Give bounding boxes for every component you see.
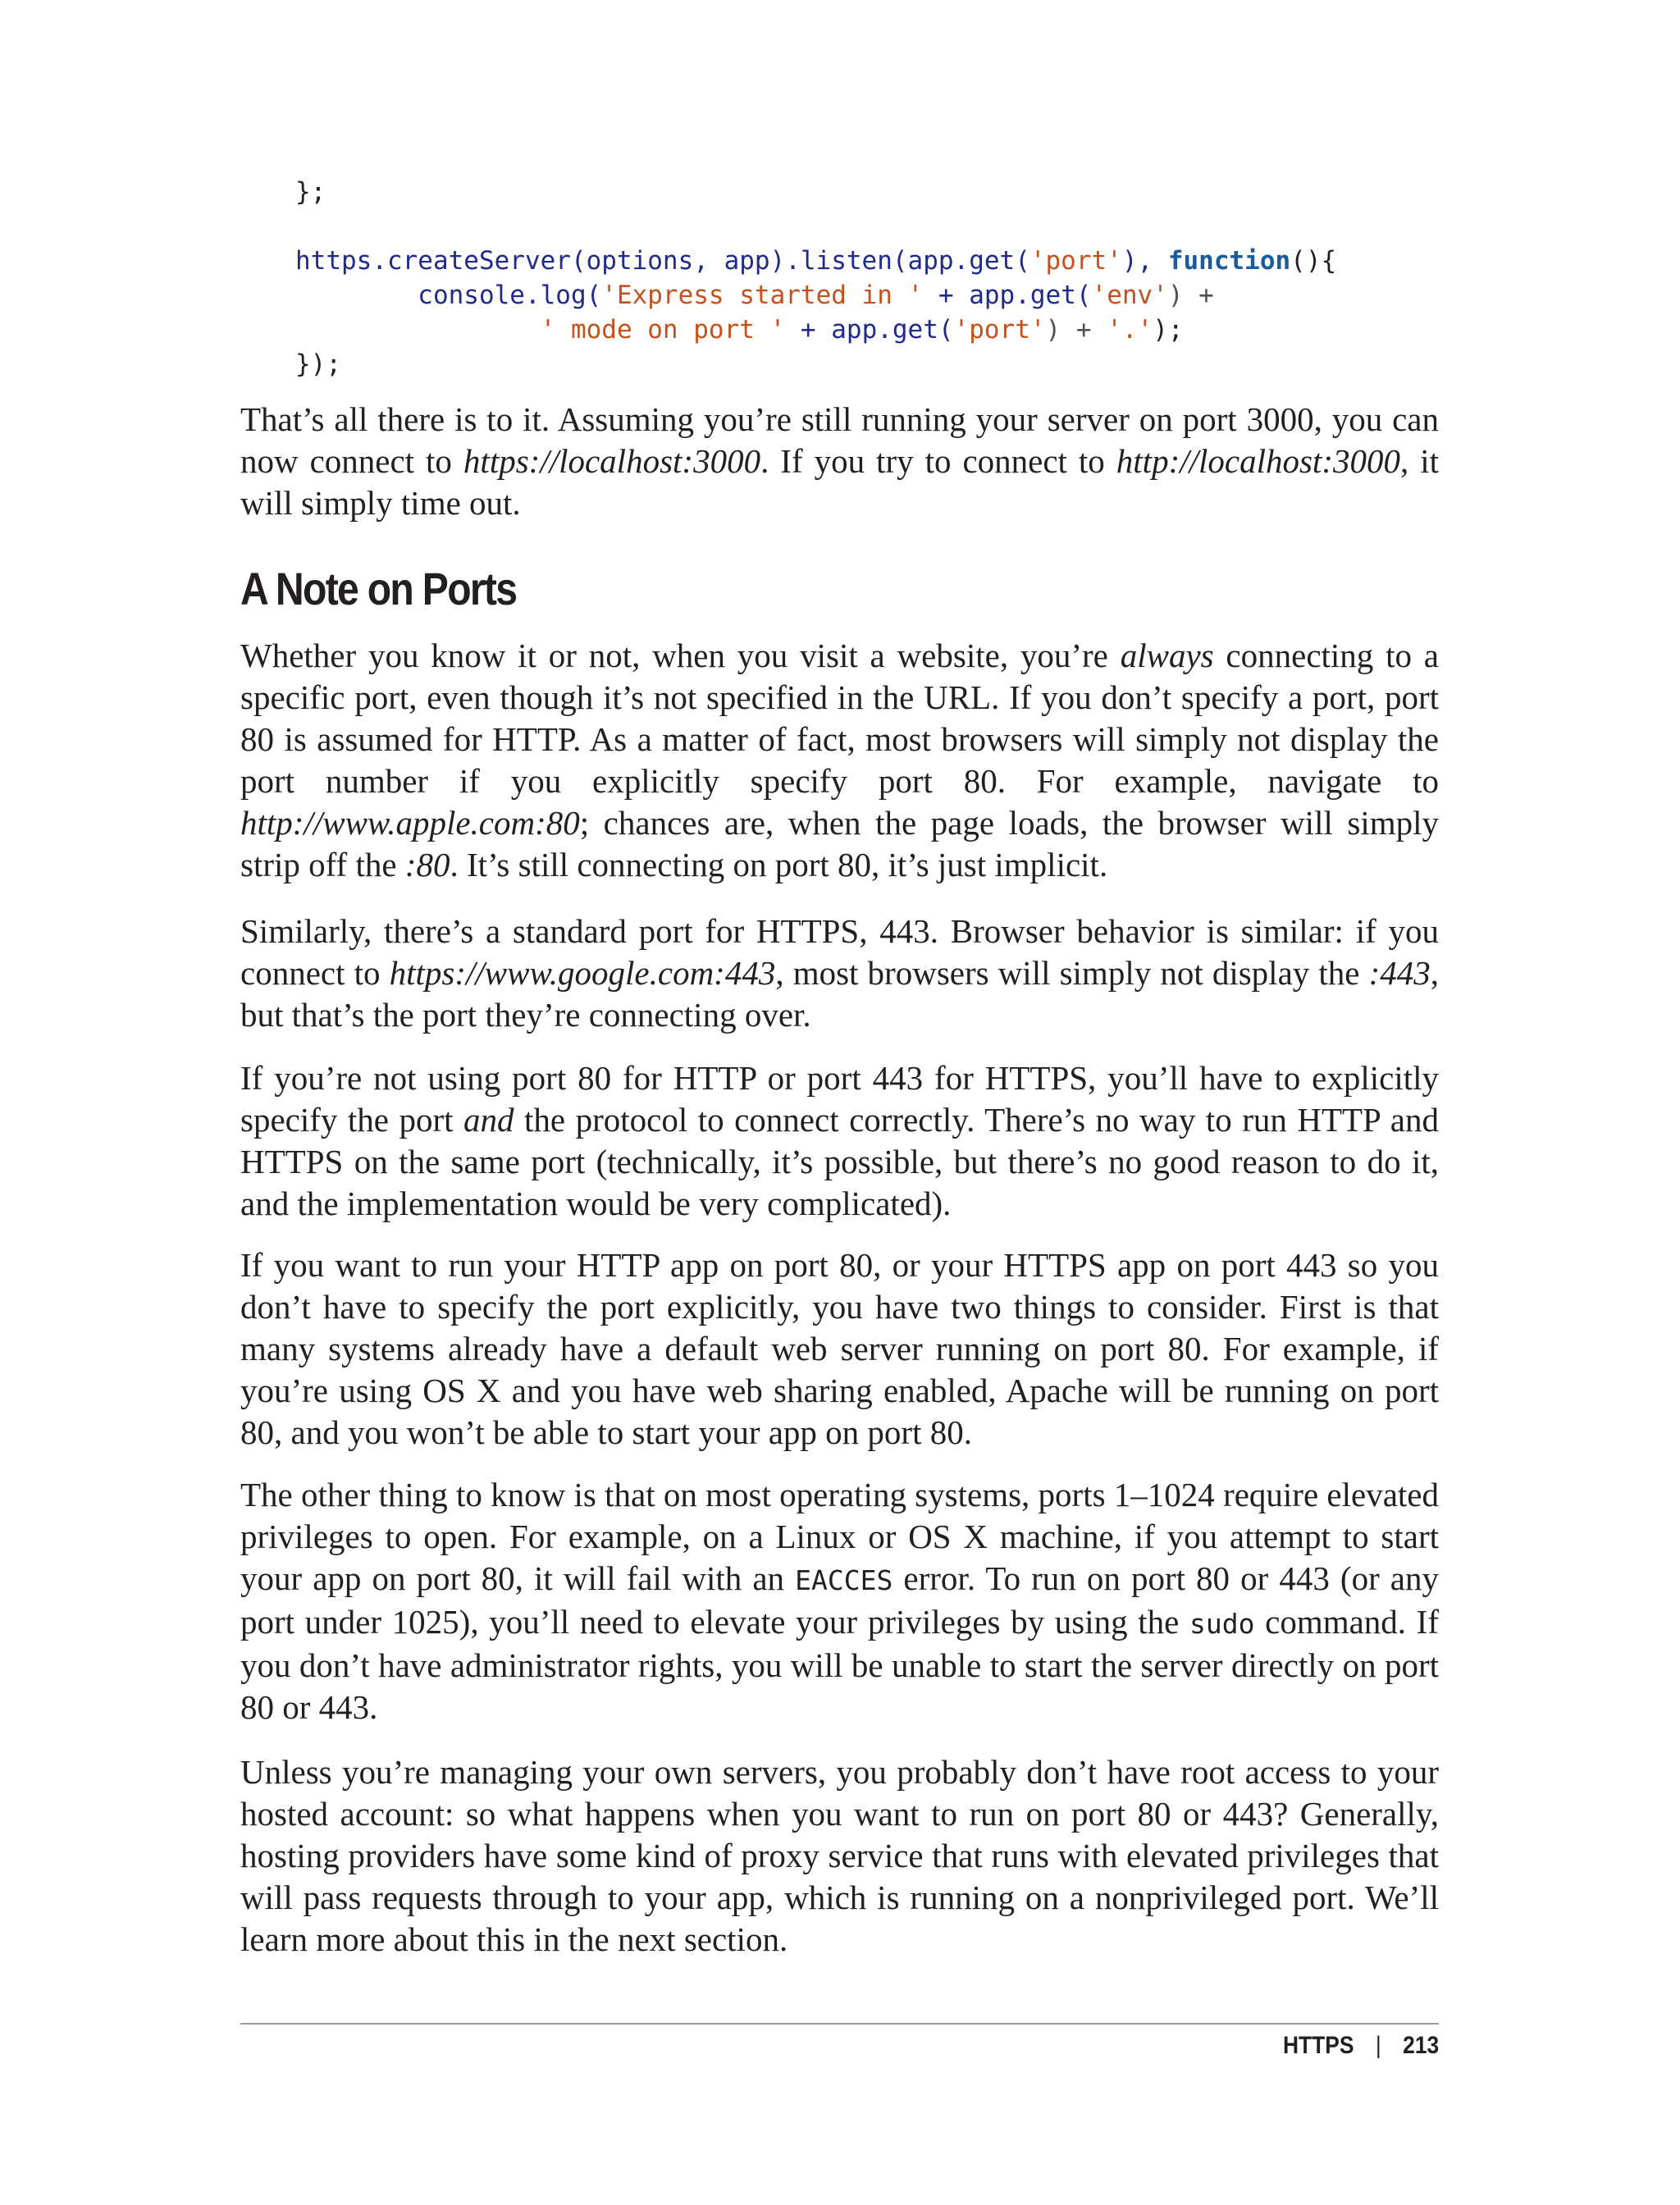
text-run: ; chances are, when the page loads, the browser will simply strip off the bbox=[240, 804, 1439, 883]
code-token: https.createServer(options, app).listen(app.get( bbox=[295, 246, 1030, 276]
code-line: }; bbox=[295, 177, 326, 207]
chapter-title: HTTPS bbox=[1282, 2032, 1354, 2059]
section-heading: A Note on Ports bbox=[240, 563, 517, 614]
text-run: Similarly, there’s a standard port for HTTPS, 443. Browser behavior is similar: if you connect to bbox=[240, 912, 1439, 992]
code-token: (){ bbox=[1290, 246, 1337, 276]
paragraph-https-port bbox=[240, 911, 1439, 1036]
text-run: , most browsers will simply not display the bbox=[775, 954, 1369, 992]
emphasis: :443 bbox=[1368, 954, 1431, 992]
paragraph-ports-intro bbox=[240, 635, 1439, 886]
text-run: command. If you don’t have administrator rights, you will be unable to start the server directly on port 80 or 443. bbox=[240, 1603, 1439, 1726]
emphasis: and bbox=[463, 1101, 514, 1139]
code-string: 'env' bbox=[1091, 281, 1168, 310]
code-line-blank bbox=[295, 209, 1336, 244]
code-string: '.' bbox=[1107, 315, 1153, 345]
paragraph-privileges bbox=[240, 1474, 1439, 1728]
code-string: ' mode on port ' bbox=[540, 315, 786, 345]
code-line bbox=[295, 278, 1336, 313]
code-token: + app.get( bbox=[785, 315, 954, 345]
text-run: The other thing to know is that on most operating systems, ports 1–1024 require elevated privileges to open. For example, on a Linux or OS X machine, if you attempt to start your app on port 80, it will fail with an bbox=[240, 1476, 1439, 1597]
emphasis: always bbox=[1120, 637, 1214, 674]
url-localhost-http: http://localhost:3000 bbox=[1116, 442, 1400, 480]
url-apple: http://www.apple.com:80 bbox=[240, 804, 580, 842]
code-keyword: function bbox=[1167, 246, 1291, 276]
footer-rule bbox=[240, 2023, 1439, 2025]
code-block bbox=[295, 175, 1336, 381]
code-line: }); bbox=[295, 349, 341, 379]
text-run: If you’re not using port 80 for HTTP or port 443 for HTTPS, you’ll have to explicitly specify the port bbox=[240, 1059, 1439, 1139]
code-token: ) + bbox=[1167, 281, 1214, 310]
paragraph-intro bbox=[240, 399, 1439, 524]
code-string: 'port' bbox=[953, 315, 1046, 345]
paragraph-explicit-port bbox=[240, 1057, 1439, 1225]
text-run: connecting to a specific port, even though it’s not specified in the URL. If you don’t specify a port, port 80 is assumed for HTTP. As a matter of fact, most browsers will simply not display the port number if you explicitly specify port 80. For example, navigate to bbox=[240, 637, 1440, 800]
code-string: 'port' bbox=[1029, 246, 1122, 276]
emphasis: :80 bbox=[404, 846, 450, 883]
url-google: https://www.google.com:443 bbox=[389, 954, 776, 992]
paragraph-run-on-80: If you want to run your HTTP app on port 80, or your HTTPS app on port 443 so you don’t have to specify the port explicitly, you have two things to consider. First is that many systems already have a default web server running on port 80. For example, if you’re using OS X and you have web sharing enabled, Apache will be running on port 80, and you won’t be able to start your app on port 80. bbox=[240, 1246, 1439, 1451]
text-run: Whether you know it or not, when you visit a website, you’re bbox=[240, 637, 1121, 674]
url-localhost-https: https://localhost:3000 bbox=[463, 442, 761, 480]
text-run: That’s all there is to it. Assuming you’re still running your server on port 3000, you can now connect to bbox=[240, 400, 1439, 480]
code-line bbox=[295, 244, 1336, 278]
inline-code: EACCES bbox=[795, 1564, 893, 1596]
text-run: error. To run on port 80 or 443 (or any port under 1025), you’ll need to elevate your privileges by using the bbox=[240, 1559, 1439, 1641]
text-run: the protocol to connect correctly. There’s no way to run HTTP and HTTPS on the same port (technically, it’s possible, but there’s no good reason to do it, and the implementation would be very complicated). bbox=[240, 1101, 1440, 1222]
code-token: ); bbox=[1153, 315, 1184, 345]
code-line bbox=[295, 313, 1336, 347]
footer-separator: | bbox=[1375, 2032, 1381, 2059]
page-number: 213 bbox=[1402, 2032, 1439, 2059]
text-run: . If you try to connect to bbox=[760, 442, 1116, 480]
page-footer bbox=[1283, 2032, 1439, 2060]
code-token: + app.get( bbox=[923, 281, 1092, 310]
text-run: , it will simply time out. bbox=[240, 442, 1439, 522]
code-token: ), bbox=[1121, 246, 1168, 276]
code-indent bbox=[295, 315, 541, 345]
inline-code: sudo bbox=[1189, 1608, 1255, 1640]
text-run: , but that’s the port they’re connecting over. bbox=[240, 954, 1439, 1034]
code-string: 'Express started in ' bbox=[601, 281, 924, 310]
code-token: ) + bbox=[1045, 315, 1107, 345]
code-token: console.log( bbox=[295, 281, 602, 310]
text-run: . It’s still connecting on port 80, it’s just implicit. bbox=[450, 846, 1108, 883]
paragraph-hosting: Unless you’re managing your own servers, you probably don’t have root access to your hosted account: so what happens when you want to run on port 80 or 443? Generally, hosting providers have some kind of proxy service that runs with elevated privileges that will pass requests through to your app, which is running on a nonprivileged port. We’ll learn more about this in the next section. bbox=[240, 1753, 1439, 1958]
